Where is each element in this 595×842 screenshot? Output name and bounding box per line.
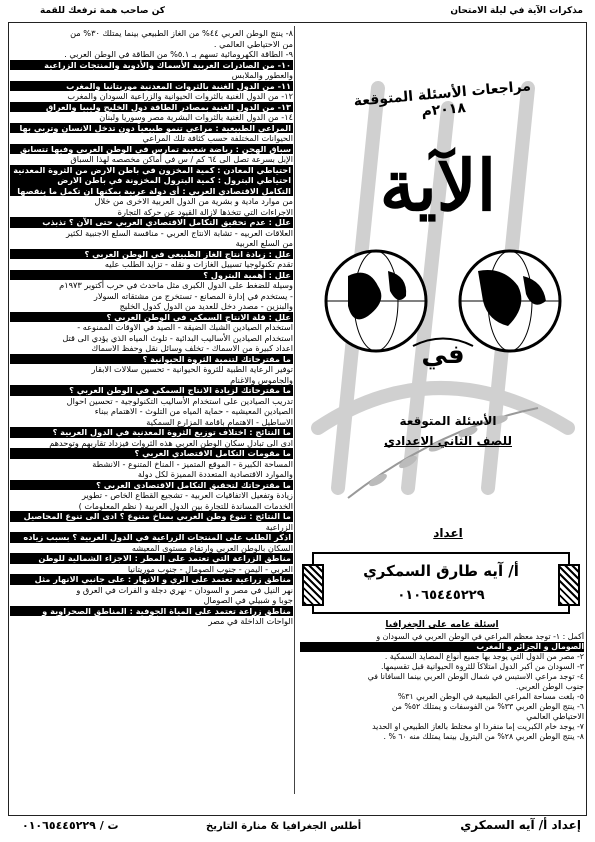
notes-line: مناطق زراعة تعتمد على المياة الجوفية : المناطق الصحراوية و (10, 606, 293, 617)
question-line: ٦- ينتج الوطن العربي ٣٣% من الفوسفات و يمتلك ٥٢% من (391, 702, 584, 711)
footer-phone: ت / ٠١٠٦٥٤٤٥٢٢٩ (22, 819, 119, 832)
author-name: أ/ آيه طارق السمكري (363, 562, 519, 580)
notes-line: ١٣- من الدول الغنية بمصادر الطاقة دول الخليج وليبيا والعراق (10, 102, 293, 113)
notes-line: والبنزين - مصدر دخل للعديد من الدول كدول الخليج (119, 301, 293, 311)
notes-line: ١٠- من الصادرات العربية الأسماك والأدوية والمنتجات الزراعية (10, 60, 293, 71)
notes-line: العربي - اليمن - جنوب الصومال - جنوب موريتانيا (127, 563, 293, 574)
notes-line: ما مقترحاتك لتنمية الثروة الحيوانية ؟ (10, 354, 293, 365)
notes-line: والموارد الاقتصادية المتعددة المميزة لكل دولة (137, 469, 293, 479)
questions-list (300, 632, 584, 742)
notes-line: ما مقترحاتك لزيادة الانتاج السمكي في الوطن العربي ؟ (10, 385, 293, 396)
notes-line: مناطق زراعية تعتمد على الري و الانهار : على جانبي الانهار مثل (10, 574, 293, 585)
notes-line: زيادة وتفعيل الاتفاقيات العربية - تشجيع القطاع الخاص - تطوير (82, 490, 293, 500)
author-phone: ٠١٠٦٥٤٤٥٢٢٩ (397, 588, 485, 603)
notes-line: الخدمات المساندة للتجارة بين الدول العربية ( نظم المعلومات ) (78, 500, 293, 511)
header-title: مذكرات الآية في ليلة الامتحان (450, 6, 583, 16)
question-line: ٣- السودان من أكبر الدول امتلاكاً للثروة الحيوانية قبل تقسيمها. (380, 662, 584, 671)
notes-line: ١٢- من الدول الغنية بالثروات الحيوانية والزراعية السودان والمغرب (67, 91, 293, 101)
notes-line: الاجراءات التي تتخذها لازالة القيود عن حركة التجارة (117, 206, 293, 217)
globe-icon-left (326, 251, 426, 351)
notes-line: من موارد مادية و بشرية من الدول العربية الاخرى من خلال (94, 196, 293, 206)
notes-line: وسيلة للضغط على الدول الكبرى مثل ماحدث في حرب أكتوبر ١٩٧٣م (59, 280, 293, 290)
question-line: الاحتياطي العالمي (526, 712, 584, 721)
question-line: أكمل : ١- توجد معظم المراعي في الوطن العربي في السودان و (376, 632, 584, 641)
notes-line: الاساطيل - الاهتمام باقامة المزارع السمكية (146, 416, 293, 427)
notes-line: ما النتائج : تنوع وطن العربي بمناخ متنوع ؟ ادى الى تنوع المحاصيل (10, 511, 293, 522)
notes-line: الزراعية (265, 521, 293, 532)
notes-line: احتياطي المعادن : كمية المخزون في باطن الارض من الثروة المعدنية (10, 165, 293, 176)
notes-line: والجاموس والاغنام (230, 374, 293, 385)
notes-line: العلاقات العربيه - تشابة الانتاج العربي - منافسة السلع الاجنبية لكثير (66, 227, 293, 238)
notes-line: استخدام الصيادين الشبك الضيقة - الصيد في الاوقات الممنوعه - (77, 322, 293, 332)
general-questions (300, 620, 584, 796)
notes-line: ١١- من الدول الغنية بالثروات المعدنية موريتانيا والمغرب (10, 81, 293, 92)
notes-line: تدريب الصيادين على استخدام الأساليب التكنولوجية - تحسين احوال (66, 395, 293, 406)
notes-line: الإبل بسرعة تصل الى ٦٤ كم / س في أماكن مخصصه لهذا السباق (70, 154, 293, 164)
question-line: ٢- مصر من الدول التي يوجد بها جميع أنواع المصايد السمكية . (384, 652, 584, 661)
notes-line: الواحات الداخلة في مصر (208, 616, 293, 626)
notes-line: علل : أهمية البترول ؟ (10, 270, 293, 281)
notes-line: من الاحتياطي العالمي . (213, 38, 293, 49)
notes-line: احتياطي البترول : كمية البترول المخزونة في باطن الارض (10, 175, 293, 186)
notes-line: جوبا و شبيلي في الصومال (203, 595, 293, 605)
question-line: الصومال و الجزائر و المغرب (300, 642, 584, 652)
cover-logo: الآية (379, 144, 497, 227)
notes-line: الحيوانات المختلفة حسب كثافة تلك المراعي (142, 133, 293, 143)
notes-line: علل : قلة الانتاج السمكي في الوطن العربي ؟ (10, 312, 293, 323)
notes-line: المراعي الطبيعية : مراعي تنمو طبيعياً دون تدخل الانسان وتربي بها (10, 123, 293, 134)
cover-prep-label: اعداد (433, 526, 463, 540)
notes-line: ما النتائج : اختلاف توزيع الثروة المعدنية في الدول العربية ؟ (10, 427, 293, 438)
cover-target-line1: الأسئلة المتوقعة (399, 414, 497, 428)
footer-author: إعداد أ/ آيه السمكري (460, 818, 581, 832)
notes-line: - يستخدم في إدارة المصانع - تستخرج من مشتقاته السولار (93, 290, 293, 301)
footer-series: أطلس الجغرافيا & منارة التاريخ (206, 821, 362, 832)
notes-line: السكان بالوطن العربي وارتفاع مستوى المعيشه (131, 542, 293, 553)
header-motto: كن صاحب همة ترفعك للقمة (40, 6, 166, 16)
notes-line: الصيادين المعيشيه - حماية المياه من التلوث - الاهتمام ببناء (94, 406, 293, 416)
notes-line: علل : عدم تحقيق التكامل الاقتصادي العربي حتى الآن ؟ تذبذب (10, 217, 293, 228)
author-box (312, 552, 570, 614)
laurel-branch-icon (328, 388, 558, 508)
notes-line: المساحة الكبيرة - الموقع المتميز - المناخ المتنوع - الانشطة (92, 458, 293, 469)
notes-column (10, 28, 293, 792)
notes-line: توفير الرعاية الطبية للثروة الحيوانية - تحسين سلالات الابقار (91, 364, 293, 374)
notes-line: ١٤- من الدول الغنية بالثروات البشرية مصر وسوريا ولبنان (99, 112, 293, 122)
notes-line: استخدام الصيادين الأساليب البدائية - تلوث المياه الذي يؤدي الى قتل (62, 332, 293, 343)
notes-line: اذكر الطلب على المنتجات الزراعية في الدول العربية ؟ بسبب زياده (10, 532, 293, 543)
notes-line: نهر النيل في مصر و السودان - نهري دجلة و الفرات في العرق و (76, 584, 293, 595)
cover-fi: في (421, 340, 465, 370)
notes-line: اعداد كبيرة من الاسماك - تخلف وسائل نقل وحفظ الاسماك (91, 343, 293, 353)
question-line: ٨- ينتج الوطن العربي ٢٨% من البترول بينما يمتلك منه ٦٠ % . (383, 732, 584, 741)
cover-panel (298, 28, 584, 548)
cover-subtitle: مراجعات الأسئلة المتوقعة ٢٠١٨م (353, 78, 532, 120)
question-line: ٤- توجد مراعي الاستبس في شمال الوطن العربي بينما السافانا في (367, 672, 584, 681)
question-line: ٥- بلغت مساحة المراعي الطبيعية في الوطن العربي ٣١% (397, 692, 584, 701)
notes-line: ما مقترحاتك لتحقيق التكامل الاقتصادي العربي ؟ (10, 480, 293, 491)
notes-line: من السلع العربية (235, 238, 293, 248)
notes-line: والعطور والملابس (231, 70, 293, 80)
cover-target-line2: للصف الثاني الاعدادي (384, 434, 512, 448)
column-divider (294, 26, 295, 794)
questions-title: اسئلة عامه على الجغرافيا (385, 620, 499, 630)
notes-line: ٨- ينتج الوطن العربي ٤٤% من الغاز الطبيعي بينما يمتلك ٣٠% من (70, 28, 293, 38)
notes-line: ادى الى تبادل سكان الوطن العربي هذه الثروات فيزداد تقاربهم وتوحدهم (49, 437, 293, 448)
question-line: جنوب الوطن العربي. (516, 682, 584, 691)
globe-icon-right (460, 251, 560, 351)
notes-line: علل : زيادة انتاج الغاز الطبيعي في الوطن العربي ؟ (10, 249, 293, 260)
notes-line: مناطق الزراعة التي تعتمد على المطر : الاجزاء الشمالية للوطن (10, 553, 293, 564)
notes-line: التكامل الاقتصادي العربي : أى دولة عربية يمكنها ان تكمل ما ينقصها (10, 186, 293, 197)
question-line: ٧- يوجد خام الكبريت إما منفردا او مختلط بالغاز الطبيعي او الحديد (372, 722, 584, 731)
notes-line: ٩- الطاقة الكهرومائية تسهم بـ ٥.١% من الطاقة في الوطن العربي . (64, 49, 293, 59)
notes-line: ما مقومات التكامل الاقتصادي العربي ؟ (10, 448, 293, 459)
notes-line: تقدم تكنولوجيا تسييل الغازات و نقله - تزايد الطلب عليه (104, 259, 293, 269)
notes-line: سباق الهجن : رياضة شعبية تمارس في الوطن العربي وفيها تتسابق (10, 144, 293, 155)
